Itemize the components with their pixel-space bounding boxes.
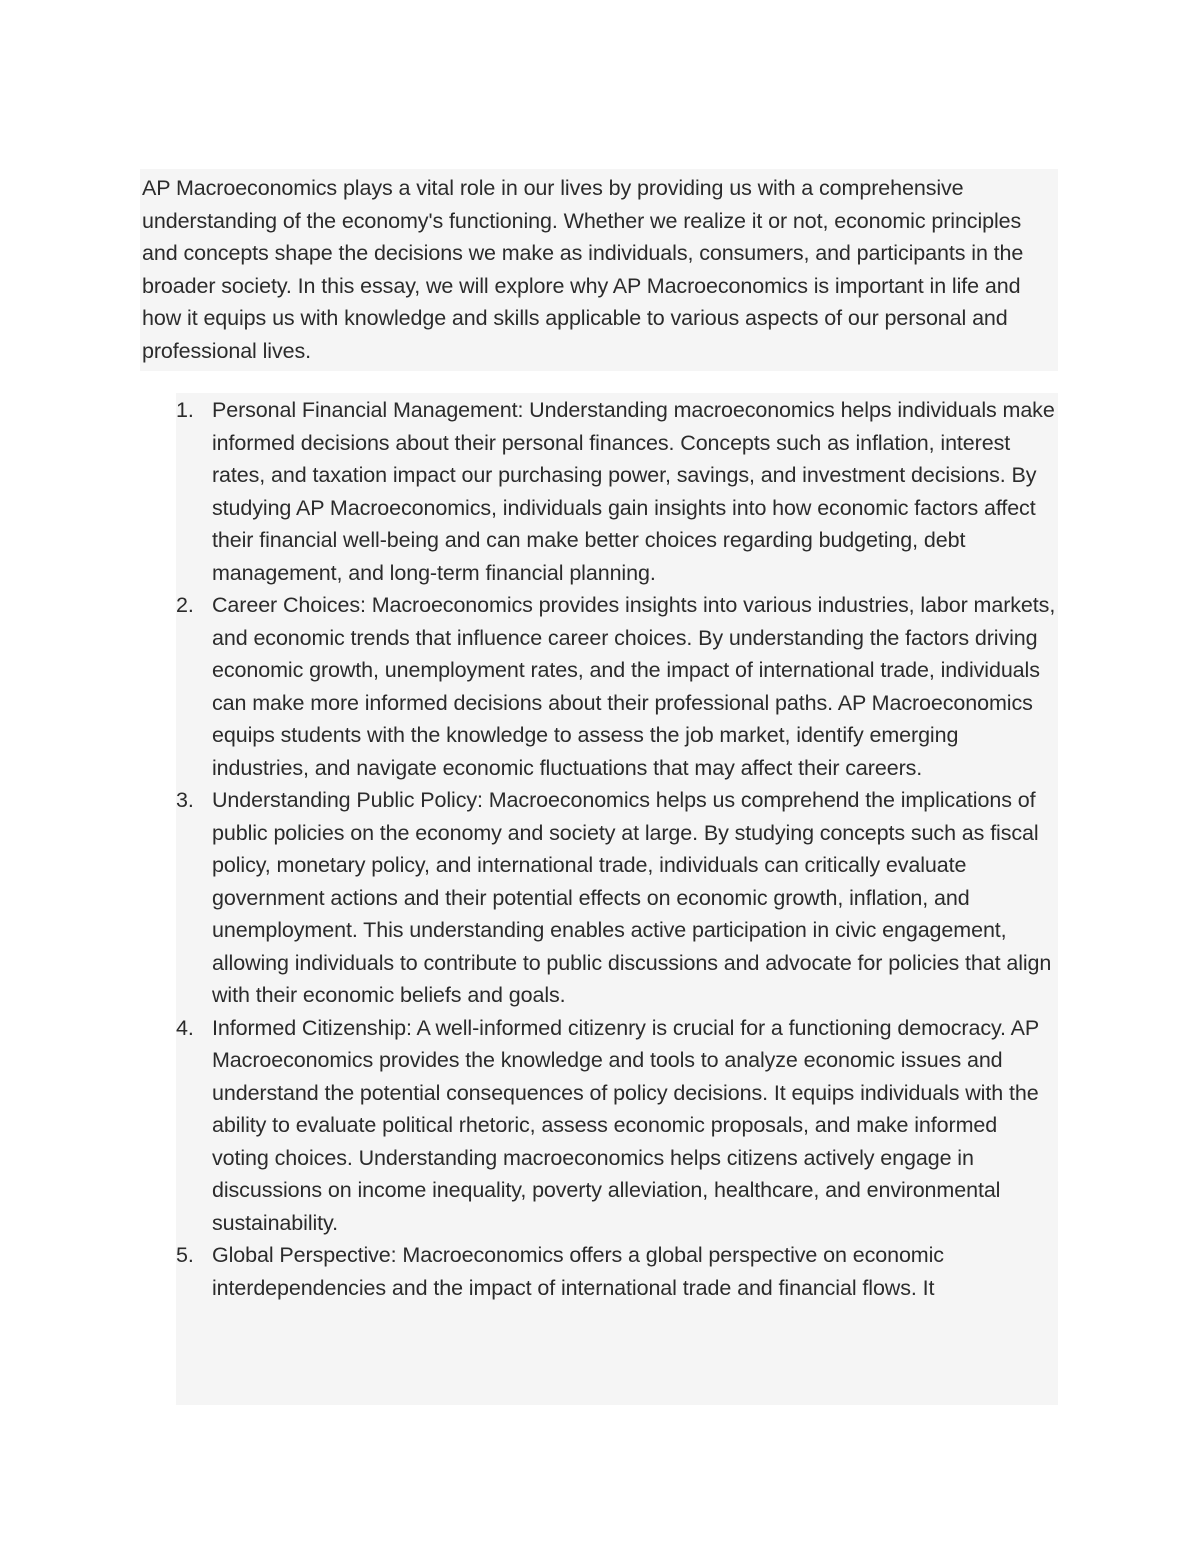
list-item: [176, 1239, 1058, 1304]
list-item-number: 2.: [176, 593, 194, 617]
list-item-number: 5.: [176, 1243, 194, 1267]
list-item-number: 1.: [176, 398, 194, 422]
list-item-text: Career Choices: Macroeconomics provides insights into various industries, labor markets, and economic trends that influence career choices. By understanding the factors driving economic growth, unemployment rates, and the impact of international trade, individuals can make more informed decisions about their professional paths. AP Macroeconomics equips students with the knowledge to assess the job market, identify emerging industries, and navigate economic fluctuations that may affect their careers.: [212, 593, 1056, 780]
list-item: [176, 394, 1058, 589]
list-item: [176, 1012, 1058, 1240]
list-item-number: 3.: [176, 788, 194, 812]
list-item: [176, 784, 1058, 1012]
list-item-text: Personal Financial Management: Understanding macroeconomics helps individuals make informed decisions about their personal finances. Concepts such as inflation, interest rates, and taxation impact our purchasing power, savings, and investment decisions. By studying AP Macroeconomics, individuals gain insights into how economic factors affect their financial well-being and can make better choices regarding budgeting, debt management, and long-term financial planning.: [212, 398, 1055, 585]
list-item-text: Understanding Public Policy: Macroeconomics helps us comprehend the implications of public policies on the economy and society at large. By studying concepts such as fiscal policy, monetary policy, and international trade, individuals can critically evaluate government actions and their potential effects on economic growth, inflation, and unemployment. This understanding enables active participation in civic engagement, allowing individuals to contribute to public discussions and advocate for policies that align with their economic beliefs and goals.: [212, 788, 1052, 1007]
list-item-text: Global Perspective: Macroeconomics offers a global perspective on economic interdependencies and the impact of international trade and financial flows. It: [212, 1243, 944, 1300]
intro-paragraph: AP Macroeconomics plays a vital role in our lives by providing us with a comprehensive understanding of the economy's functioning. Whether we realize it or not, economic principles and concepts shape the decisions we make as individuals, consumers, and participants in the broader society. In this essay, we will explore why AP Macroeconomics is important in life and how it equips us with knowledge and skills applicable to various aspects of our personal and professional lives.: [140, 169, 1058, 371]
list-item-number: 4.: [176, 1015, 194, 1040]
list-item: [176, 589, 1058, 784]
numbered-list: [176, 393, 1058, 1405]
list-item-text: Informed Citizenship: A well-informed citizenry is crucial for a functioning democracy. AP Macroeconomics provides the knowledge and tools to analyze economic issues and understand the potential consequences of policy decisions. It equips individuals with the ability to evaluate political rhetoric, assess economic proposals, and make informed voting choices. Understanding macroeconomics helps citizens actively engage in discussions on income inequality, poverty alleviation, healthcare, and environmental sustainability.: [212, 1015, 1039, 1235]
